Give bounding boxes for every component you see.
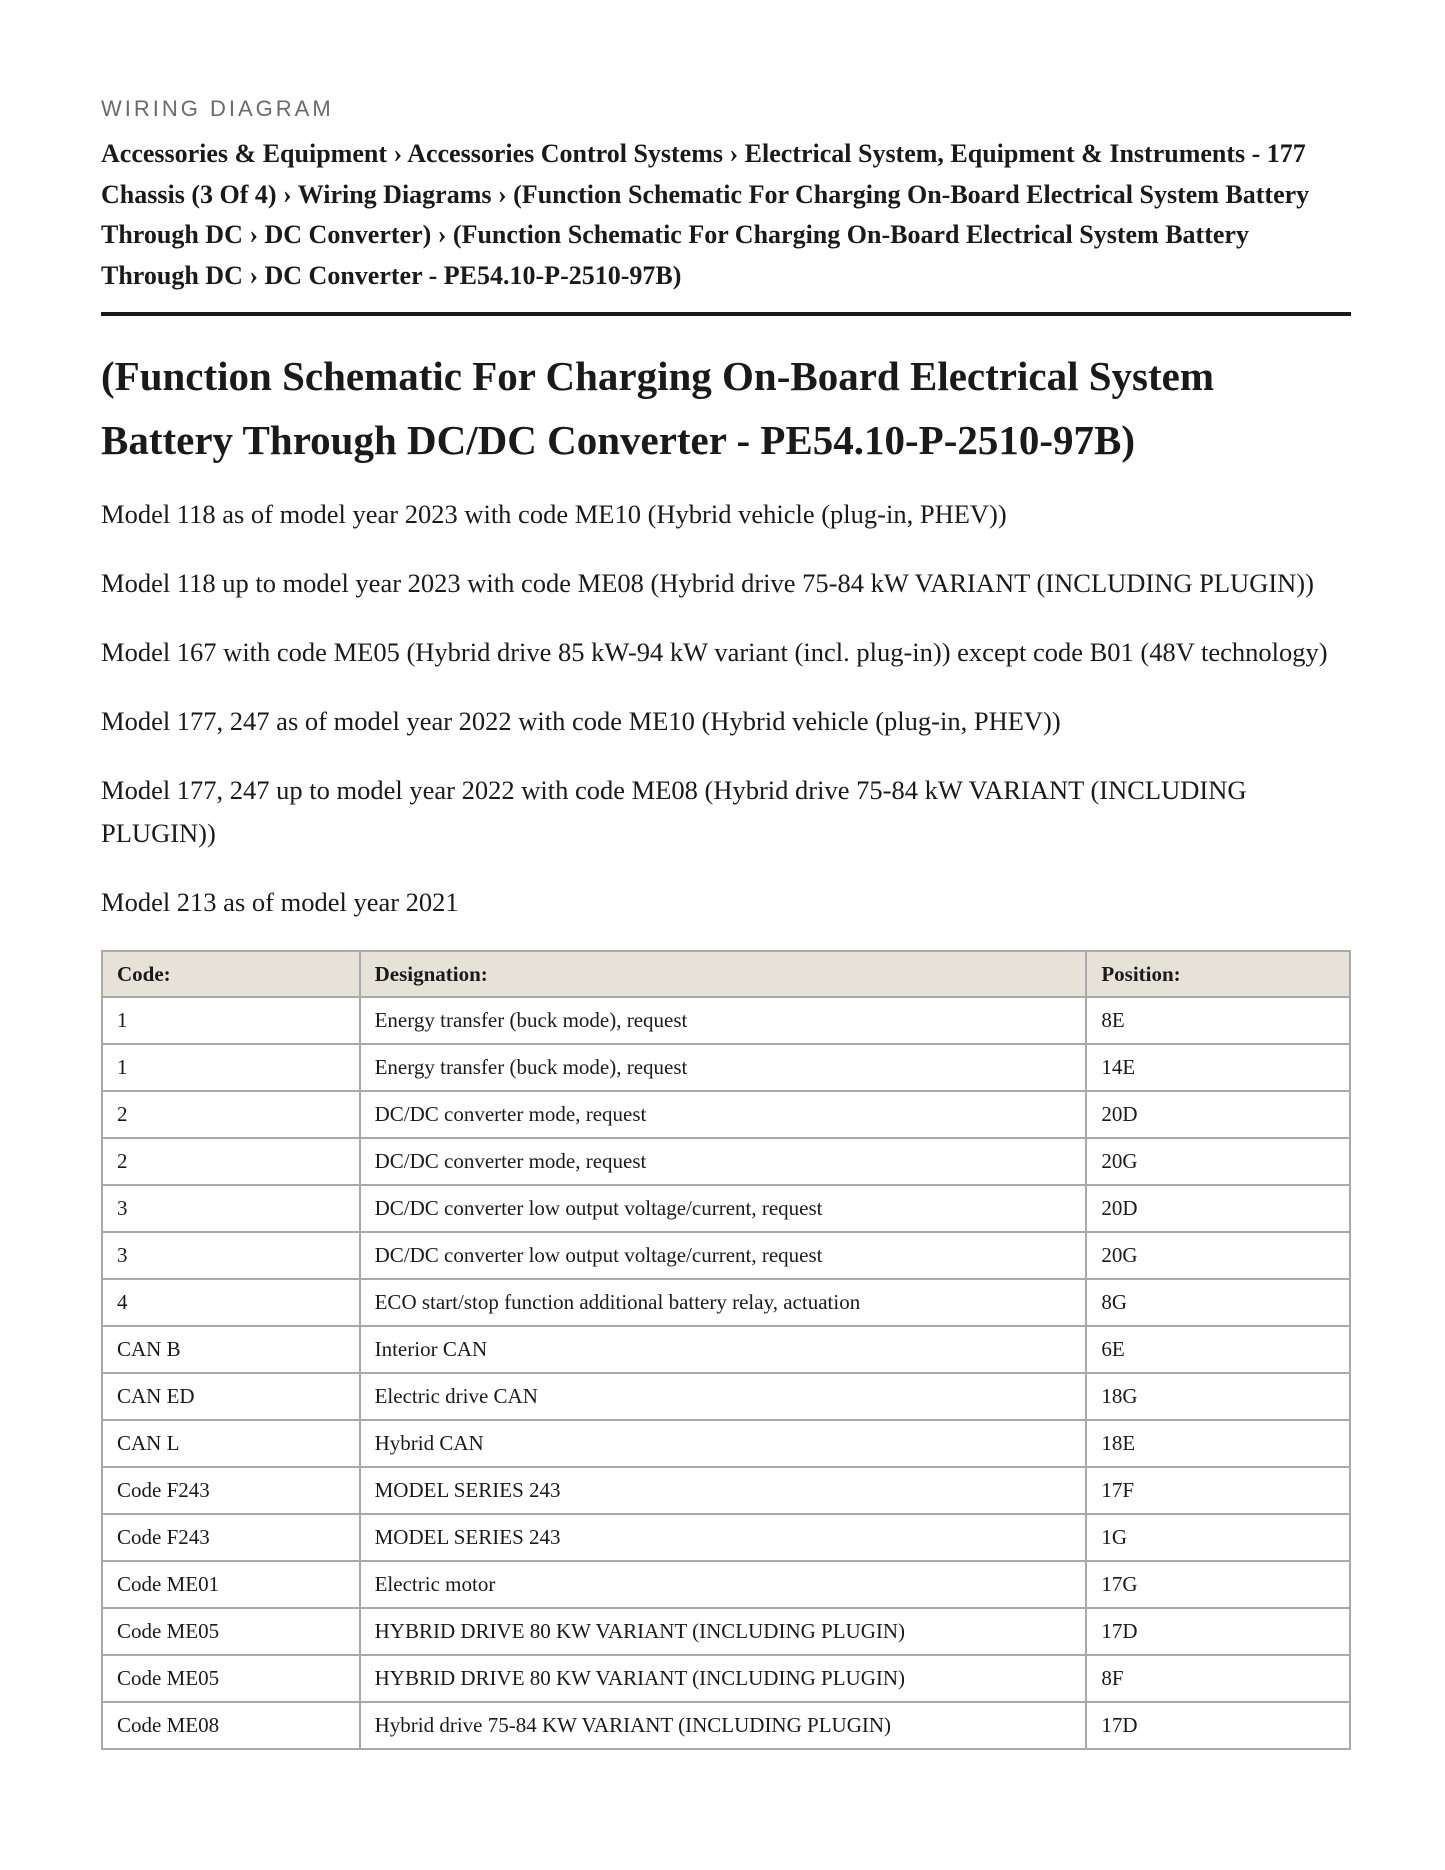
cell-code: Code ME01 — [102, 1561, 360, 1608]
table-row — [102, 1138, 1350, 1185]
document-page — [101, 0, 1351, 1750]
cell-designation: Hybrid drive 75-84 KW VARIANT (INCLUDING PLUGIN) — [360, 1702, 1087, 1749]
cell-designation: DC/DC converter mode, request — [360, 1091, 1087, 1138]
cell-code: 1 — [102, 1044, 360, 1091]
cell-position: 20D — [1086, 1185, 1350, 1232]
table-row — [102, 1044, 1350, 1091]
model-applicability-list — [101, 493, 1351, 924]
cell-designation: ECO start/stop function additional battery relay, actuation — [360, 1279, 1087, 1326]
table-row — [102, 1326, 1350, 1373]
cell-code: CAN ED — [102, 1373, 360, 1420]
cell-code: Code ME05 — [102, 1655, 360, 1702]
model-applicability-line: Model 118 up to model year 2023 with code ME08 (Hybrid drive 75-84 kW VARIANT (INCLUDING PLUGIN)) — [101, 568, 1314, 598]
cell-position: 8E — [1086, 997, 1350, 1044]
cell-designation: Energy transfer (buck mode), request — [360, 997, 1087, 1044]
cell-code: 2 — [102, 1091, 360, 1138]
cell-position: 17F — [1086, 1467, 1350, 1514]
cell-position: 8G — [1086, 1279, 1350, 1326]
cell-code: 1 — [102, 997, 360, 1044]
column-header-code: Code: — [102, 951, 360, 997]
cell-designation: DC/DC converter mode, request — [360, 1138, 1087, 1185]
table-row — [102, 1514, 1350, 1561]
model-applicability-line: Model 177, 247 as of model year 2022 with code ME10 (Hybrid vehicle (plug-in, PHEV)) — [101, 706, 1061, 736]
cell-designation: Interior CAN — [360, 1326, 1087, 1373]
cell-position: 17G — [1086, 1561, 1350, 1608]
cell-code: CAN B — [102, 1326, 360, 1373]
cell-designation: Electric drive CAN — [360, 1373, 1087, 1420]
document-category: WIRING DIAGRAM — [101, 96, 334, 121]
cell-position: 8F — [1086, 1655, 1350, 1702]
breadcrumb: Accessories & Equipment › Accessories Control Systems › Electrical System, Equipment & Instruments - 177 Chassis (3 Of 4) › Wiring Diagrams › (Function Schematic For Charging On-Board Electrical System Battery Through DC › DC Converter) › (Function Schematic For Charging On-Board Electrical System Battery Through DC › DC Converter - PE54.10-P-2510-97B) — [101, 139, 1310, 290]
cell-designation: Electric motor — [360, 1561, 1087, 1608]
cell-position: 20G — [1086, 1232, 1350, 1279]
cell-code: 3 — [102, 1185, 360, 1232]
cell-code: Code F243 — [102, 1467, 360, 1514]
table-row — [102, 1279, 1350, 1326]
cell-code: 3 — [102, 1232, 360, 1279]
header-divider — [101, 312, 1351, 316]
cell-position: 20D — [1086, 1091, 1350, 1138]
cell-position: 17D — [1086, 1608, 1350, 1655]
cell-designation: Hybrid CAN — [360, 1420, 1087, 1467]
table-row — [102, 1420, 1350, 1467]
model-applicability-line: Model 118 as of model year 2023 with code ME10 (Hybrid vehicle (plug-in, PHEV)) — [101, 499, 1007, 529]
model-applicability-line: Model 177, 247 up to model year 2022 with code ME08 (Hybrid drive 75-84 kW VARIANT (INCLUDING PLUGIN)) — [101, 775, 1247, 848]
cell-position: 17D — [1086, 1702, 1350, 1749]
cell-designation: HYBRID DRIVE 80 KW VARIANT (INCLUDING PLUGIN) — [360, 1655, 1087, 1702]
cell-code: 4 — [102, 1279, 360, 1326]
table-row — [102, 1608, 1350, 1655]
cell-code: Code F243 — [102, 1514, 360, 1561]
cell-position: 18E — [1086, 1420, 1350, 1467]
code-designation-table — [101, 950, 1351, 1750]
page-title: (Function Schematic For Charging On-Board Electrical System Battery Through DC/DC Converter - PE54.10-P-2510-97B) — [101, 353, 1214, 463]
table-row — [102, 1467, 1350, 1514]
table-row — [102, 1561, 1350, 1608]
cell-designation: Energy transfer (buck mode), request — [360, 1044, 1087, 1091]
cell-code: CAN L — [102, 1420, 360, 1467]
table-header-row — [102, 951, 1350, 997]
cell-position: 14E — [1086, 1044, 1350, 1091]
cell-designation: DC/DC converter low output voltage/current, request — [360, 1232, 1087, 1279]
column-header-position: Position: — [1086, 951, 1350, 997]
cell-designation: DC/DC converter low output voltage/current, request — [360, 1185, 1087, 1232]
cell-position: 1G — [1086, 1514, 1350, 1561]
table-row — [102, 1655, 1350, 1702]
cell-position: 20G — [1086, 1138, 1350, 1185]
cell-position: 18G — [1086, 1373, 1350, 1420]
cell-position: 6E — [1086, 1326, 1350, 1373]
column-header-designation: Designation: — [360, 951, 1087, 997]
model-applicability-line: Model 213 as of model year 2021 — [101, 887, 459, 917]
cell-code: Code ME05 — [102, 1608, 360, 1655]
table-row — [102, 1373, 1350, 1420]
cell-code: Code ME08 — [102, 1702, 360, 1749]
cell-designation: HYBRID DRIVE 80 KW VARIANT (INCLUDING PLUGIN) — [360, 1608, 1087, 1655]
table-row — [102, 1702, 1350, 1749]
cell-code: 2 — [102, 1138, 360, 1185]
model-applicability-line: Model 167 with code ME05 (Hybrid drive 85 kW-94 kW variant (incl. plug-in)) except code B01 (48V technology) — [101, 637, 1328, 667]
table-row — [102, 997, 1350, 1044]
table-row — [102, 1232, 1350, 1279]
cell-designation: MODEL SERIES 243 — [360, 1514, 1087, 1561]
table-body — [102, 997, 1350, 1749]
table-row — [102, 1091, 1350, 1138]
table-row — [102, 1185, 1350, 1232]
cell-designation: MODEL SERIES 243 — [360, 1467, 1087, 1514]
